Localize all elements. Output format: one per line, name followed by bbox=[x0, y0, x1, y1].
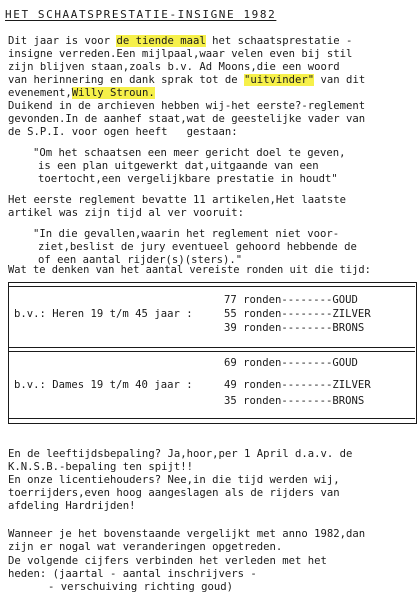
intro-line-7: gevonden.In de aanhef staat,wat de geestelijke vader van bbox=[8, 113, 366, 125]
quote1-line-1: "Om het schaatsen een meer gericht doel te geven, bbox=[33, 147, 346, 159]
quote2-line-3: of een aantal rijder(s)(sters)." bbox=[38, 254, 243, 266]
page-title: HET SCHAATSPRESTATIE-INSIGNE 1982 bbox=[5, 8, 277, 21]
intro-line-3: zijn blijven staan,zoals b.v. Ad Moons,die een woord bbox=[8, 61, 340, 73]
quote2-line-2: ziet,beslist de jury eventueel gehoord hebbende de bbox=[38, 241, 357, 253]
heren-row-zilver: 55 ronden--------ZILVER bbox=[224, 308, 371, 320]
intro-line-5 bbox=[8, 87, 155, 100]
intro-line-1 bbox=[8, 35, 352, 48]
quote2-line-1: "In die gevallen,waarin het reglement niet voor- bbox=[33, 228, 340, 240]
highlight-willy-stroun: Willy Stroun. bbox=[71, 87, 155, 99]
intro-line-8: de S.P.I. voor ogen heeft gestaan: bbox=[8, 126, 238, 138]
para3-line-2: K.N.S.B.-bepaling ten spijt!! bbox=[8, 461, 193, 473]
table-divider-rule bbox=[8, 347, 415, 348]
dames-row-zilver: 49 ronden--------ZILVER bbox=[224, 379, 371, 391]
dames-label: b.v.: Dames 19 t/m 40 jaar : bbox=[14, 379, 193, 391]
intro-line-6: Duikend in de archieven hebben wij-het eerste?-reglement bbox=[8, 100, 366, 112]
table-bottom-inner-rule bbox=[8, 418, 415, 419]
para2-line-2: artikel was zijn tijd al ver vooruit: bbox=[8, 207, 244, 219]
para2-line-1: Het eerste reglement bevatte 11 artikelen,Het laatste bbox=[8, 194, 347, 206]
para3-line-3: En onze licentiehouders? Nee,in die tijd werden wij, bbox=[8, 474, 340, 486]
table-divider-rule-2 bbox=[8, 351, 415, 352]
highlight-tiende-maal: de tiende maal bbox=[116, 35, 206, 47]
para4-line-4: heden: (jaartal - aantal inschrijvers - bbox=[8, 568, 257, 580]
quote1-line-2: is een plan uitgewerkt dat,uitgaande van een bbox=[38, 160, 319, 172]
intro-line-4 bbox=[8, 74, 365, 87]
intro-text: het schaatsprestatie - bbox=[205, 35, 353, 47]
intro-text: van herinnering en dank sprak tot de bbox=[8, 74, 244, 86]
para3-line-1: En de leeftijdsbepaling? Ja,hoor,per 1 April d.a.v. de bbox=[8, 448, 353, 460]
quote2-line-4: Wat te denken van het aantal vereiste ronden uit die tijd: bbox=[8, 264, 371, 276]
heren-row-goud: 77 ronden--------GOUD bbox=[224, 294, 358, 306]
highlight-uitvinder: "uitvinder" bbox=[244, 74, 315, 86]
dames-row-brons: 35 ronden--------BRONS bbox=[224, 395, 365, 407]
intro-text: van dit bbox=[314, 74, 366, 86]
table-inner-top-rule bbox=[8, 286, 415, 287]
heren-label: b.v.: Heren 19 t/m 45 jaar : bbox=[14, 308, 193, 320]
intro-line-2: insigne verreden.Een mijlpaal,waar velen even bij stil bbox=[8, 48, 353, 60]
intro-text: evenement, bbox=[8, 87, 72, 99]
para4-line-5: - verschuiving richting goud) bbox=[48, 581, 233, 593]
para4-line-3: De volgende cijfers verbinden het verleden met het bbox=[8, 555, 327, 567]
para3-line-5: afdeling Hardrijden! bbox=[8, 500, 136, 512]
para4-line-2: zijn er nogal wat veranderingen opgetreden. bbox=[8, 541, 283, 553]
heren-row-brons: 39 ronden--------BRONS bbox=[224, 322, 365, 334]
dames-row-goud: 69 ronden--------GOUD bbox=[224, 357, 358, 369]
intro-text: Dit jaar is voor bbox=[8, 35, 117, 47]
quote1-line-3: toertocht,een vergelijkbare prestatie in houdt" bbox=[38, 173, 338, 185]
para4-line-1: Wanneer je het bovenstaande vergelijkt met anno 1982,dan bbox=[8, 528, 366, 540]
para3-line-4: toerrijders,even hoog aangeslagen als de rijders van bbox=[8, 487, 340, 499]
